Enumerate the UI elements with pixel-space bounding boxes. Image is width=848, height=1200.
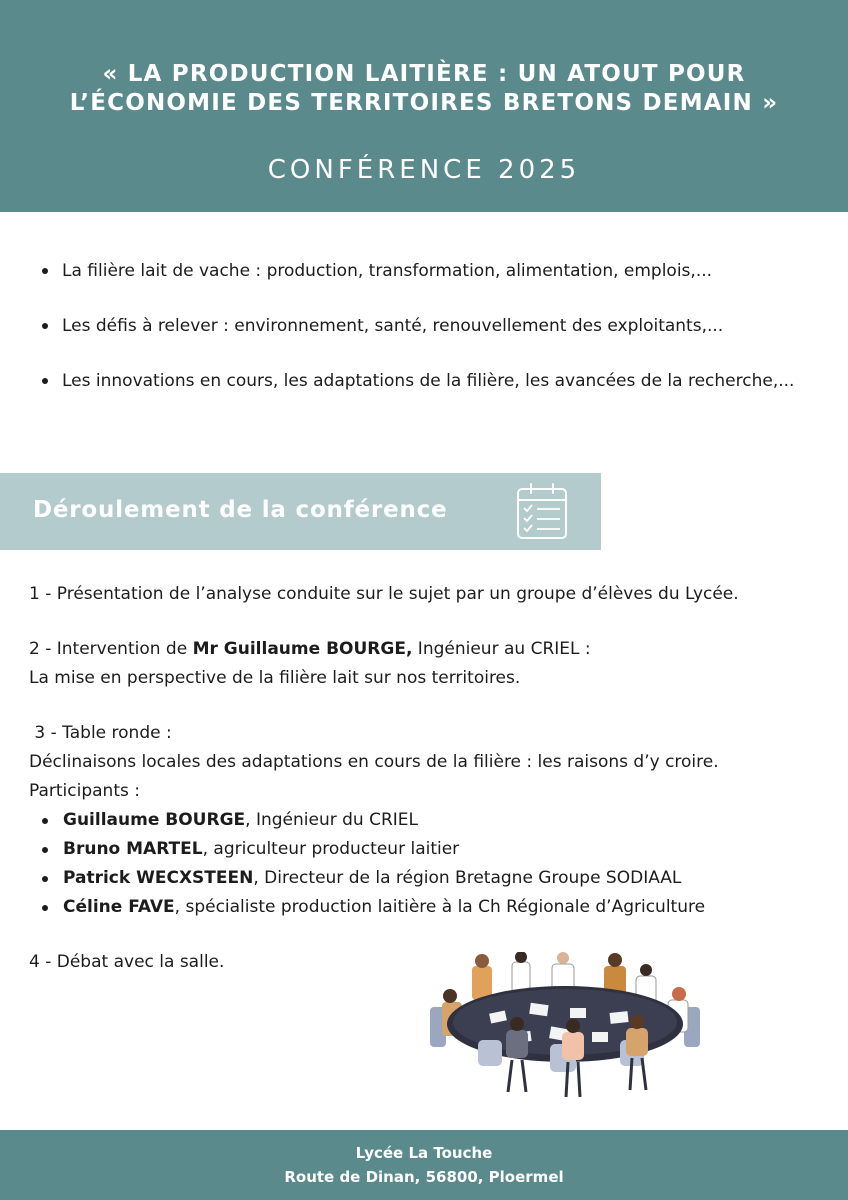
list-item: Les innovations en cours, les adaptations de la filière, les avancées de la recherche,... xyxy=(42,368,822,394)
participant-role: , Ingénieur du CRIEL xyxy=(245,810,419,830)
program-item-3-detail: Déclinaisons locales des adaptations en cours de la filière : les raisons d’y croire. xyxy=(29,752,719,772)
program xyxy=(29,580,829,977)
list-item: La filière lait de vache : production, transformation, alimentation, emplois,... xyxy=(42,258,822,284)
participant-role: , Directeur de la région Bretagne Groupe SODIAAL xyxy=(253,868,682,888)
section-banner xyxy=(0,473,601,550)
program-item-2-prefix: 2 - Intervention de xyxy=(29,639,193,659)
list-item xyxy=(42,835,829,864)
speaker-name: Mr Guillaume BOURGE, xyxy=(192,639,413,659)
participant-name: Céline FAVE xyxy=(63,897,175,917)
participant-name: Guillaume BOURGE xyxy=(63,810,246,830)
participants-list xyxy=(42,806,829,922)
speaker-role: Ingénieur au CRIEL : xyxy=(412,639,591,659)
participant-role: , spécialiste production laitière à la Ch Régionale d’Agriculture xyxy=(174,897,706,917)
page-title: « LA PRODUCTION LAITIÈRE : UN ATOUT POUR L’ÉCONOMIE DES TERRITOIRES BRETONS DEMAIN » xyxy=(69,61,779,116)
program-item-4: 4 - Débat avec la salle. xyxy=(29,952,225,972)
participant-role: , agriculteur producteur laitier xyxy=(202,839,460,859)
page-subtitle: CONFÉRENCE 2025 xyxy=(267,155,581,185)
program-item-2-detail: La mise en perspective de la filière lait sur nos territoires. xyxy=(29,668,521,688)
footer xyxy=(0,1130,848,1200)
program-item-3: 3 - Table ronde : xyxy=(29,723,172,743)
participant-name: Patrick WECXSTEEN xyxy=(63,868,254,888)
topics-list xyxy=(42,258,822,394)
round-table-meeting-illustration xyxy=(420,952,710,1102)
list-item xyxy=(42,864,829,893)
section-title: Déroulement de la conférence xyxy=(33,497,448,523)
checklist-icon xyxy=(514,483,570,541)
school-address: Route de Dinan, 56800, Ploermel xyxy=(284,1168,564,1186)
list-item xyxy=(42,806,829,835)
list-item: Les défis à relever : environnement, santé, renouvellement des exploitants,... xyxy=(42,313,822,339)
participants-label: Participants : xyxy=(29,781,140,801)
participant-name: Bruno MARTEL xyxy=(63,839,203,859)
program-item-2 xyxy=(29,635,829,664)
header xyxy=(0,0,848,212)
program-item-1: 1 - Présentation de l’analyse conduite sur le sujet par un groupe d’élèves du Lycée. xyxy=(29,584,739,604)
school-name: Lycée La Touche xyxy=(355,1144,493,1162)
list-item xyxy=(42,893,829,922)
